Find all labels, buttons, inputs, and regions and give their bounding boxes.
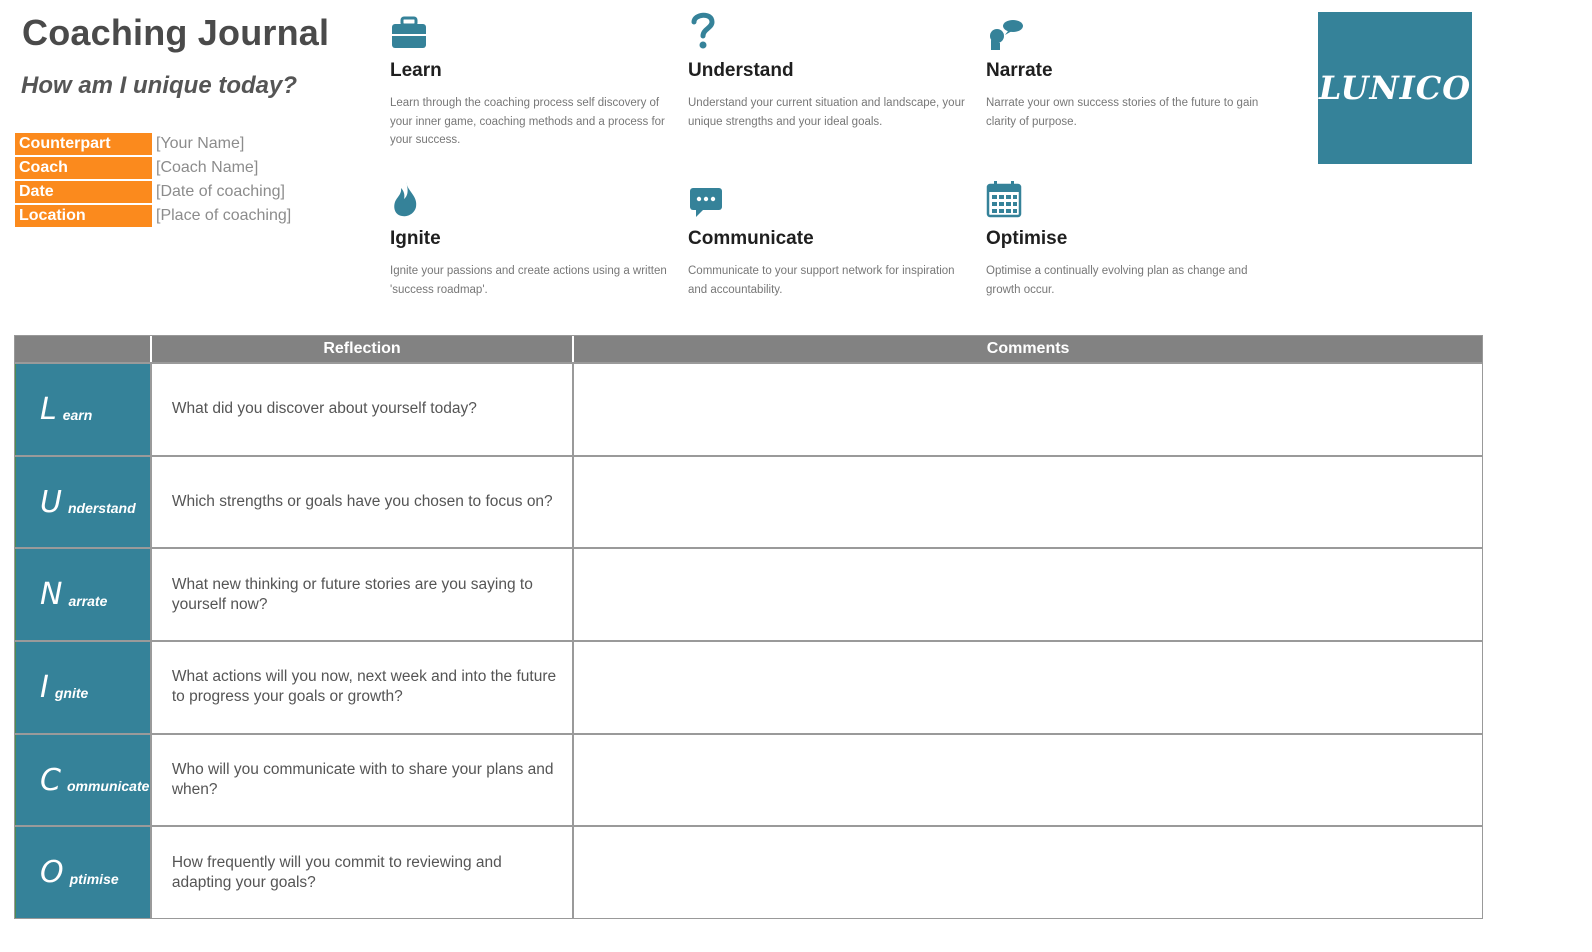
header-comments: Comments (986, 340, 1070, 357)
reflection-question: What did you discover about yourself today? (152, 364, 574, 455)
comment-cell[interactable] (574, 364, 1482, 455)
reflection-question: What new thinking or future stories are you saying to yourself now? (152, 549, 574, 640)
row-label (15, 457, 152, 548)
feature-title: Optimise (986, 228, 1068, 249)
row-letter: C (40, 762, 61, 798)
feature-title: Communicate (688, 228, 814, 249)
row-label (15, 642, 152, 733)
feature-title: Learn (390, 60, 442, 81)
row-letter: U (40, 484, 62, 520)
meta-label: Location (15, 205, 152, 227)
page-subtitle: How am I unique today? (21, 72, 298, 99)
coach-field[interactable]: [Coach Name] (156, 158, 259, 176)
meta-label: Counterpart (15, 133, 152, 155)
table-row (15, 362, 1482, 455)
comment-cell[interactable] (574, 549, 1482, 640)
meta-fields (15, 132, 315, 228)
row-letter: N (40, 577, 63, 613)
table-row (15, 640, 1482, 733)
feature-communicate (688, 178, 973, 299)
counterpart-field[interactable]: [Your Name] (156, 134, 245, 152)
meta-label: Date (15, 181, 152, 203)
feature-understand (688, 10, 973, 131)
comment-cell[interactable] (574, 642, 1482, 733)
reflection-question: Which strengths or goals have you chosen to focus on? (152, 457, 574, 548)
flame-icon (390, 178, 675, 218)
feature-desc: Narrate your own success stories of the future to gain clarity of purpose. (986, 97, 1259, 128)
speech-head-icon (986, 10, 1271, 50)
meta-row-counterpart (15, 132, 315, 156)
lunico-logo (1318, 12, 1472, 164)
feature-optimise (986, 178, 1271, 299)
reflection-table (14, 335, 1483, 919)
feature-learn (390, 10, 675, 150)
feature-desc: Understand your current situation and landscape, your unique strengths and your ideal goals. (688, 97, 965, 128)
feature-ignite (390, 178, 675, 299)
question-icon (688, 10, 973, 50)
date-field[interactable]: [Date of coaching] (156, 182, 285, 200)
table-row (15, 455, 1482, 548)
row-word: gnite (54, 685, 89, 702)
row-label (15, 549, 152, 640)
chat-bubble-icon (688, 178, 973, 218)
table-row (15, 547, 1482, 640)
feature-narrate (986, 10, 1271, 131)
header-reflection: Reflection (152, 336, 574, 362)
briefcase-icon (390, 10, 675, 50)
calendar-icon (986, 178, 1271, 218)
feature-title: Understand (688, 60, 794, 81)
row-letter: I (40, 669, 49, 705)
row-letter: L (40, 391, 57, 427)
feature-desc: Communicate to your support network for inspiration and accountability. (688, 265, 955, 296)
feature-desc: Learn through the coaching process self discovery of your inner game, coaching methods and a process for your success. (390, 97, 665, 146)
feature-desc: Optimise a continually evolving plan as change and growth occur. (986, 265, 1248, 296)
reflection-question: Who will you communicate with to share your plans and when? (152, 735, 574, 826)
meta-row-date (15, 180, 315, 204)
row-word: ptimise (69, 870, 119, 887)
feature-desc: Ignite your passions and create actions using a written 'success roadmap'. (390, 265, 667, 296)
location-field[interactable]: [Place of coaching] (156, 206, 292, 224)
meta-row-coach (15, 156, 315, 180)
comment-cell[interactable] (574, 457, 1482, 548)
feature-title: Narrate (986, 60, 1053, 81)
meta-label: Coach (15, 157, 152, 179)
row-word: arrate (68, 592, 108, 609)
header-letter (15, 336, 152, 362)
comment-cell[interactable] (574, 735, 1482, 826)
row-label (15, 827, 152, 918)
table-header (15, 336, 1482, 362)
feature-title: Ignite (390, 228, 441, 249)
row-word: earn (62, 407, 93, 424)
comment-cell[interactable] (574, 827, 1482, 918)
reflection-question: What actions will you now, next week and into the future to progress your goals or growth? (152, 642, 574, 733)
row-letter: O (40, 855, 64, 891)
row-word: ommunicate (66, 778, 150, 795)
row-label (15, 735, 152, 826)
table-row (15, 733, 1482, 826)
reflection-question: How frequently will you commit to reviewing and adapting your goals? (152, 827, 574, 918)
logo-text: LUNICO (1318, 69, 1472, 107)
meta-row-location (15, 204, 315, 228)
row-label (15, 364, 152, 455)
row-word: nderstand (67, 500, 136, 517)
table-row (15, 825, 1482, 918)
page-title: Coaching Journal (22, 12, 330, 53)
